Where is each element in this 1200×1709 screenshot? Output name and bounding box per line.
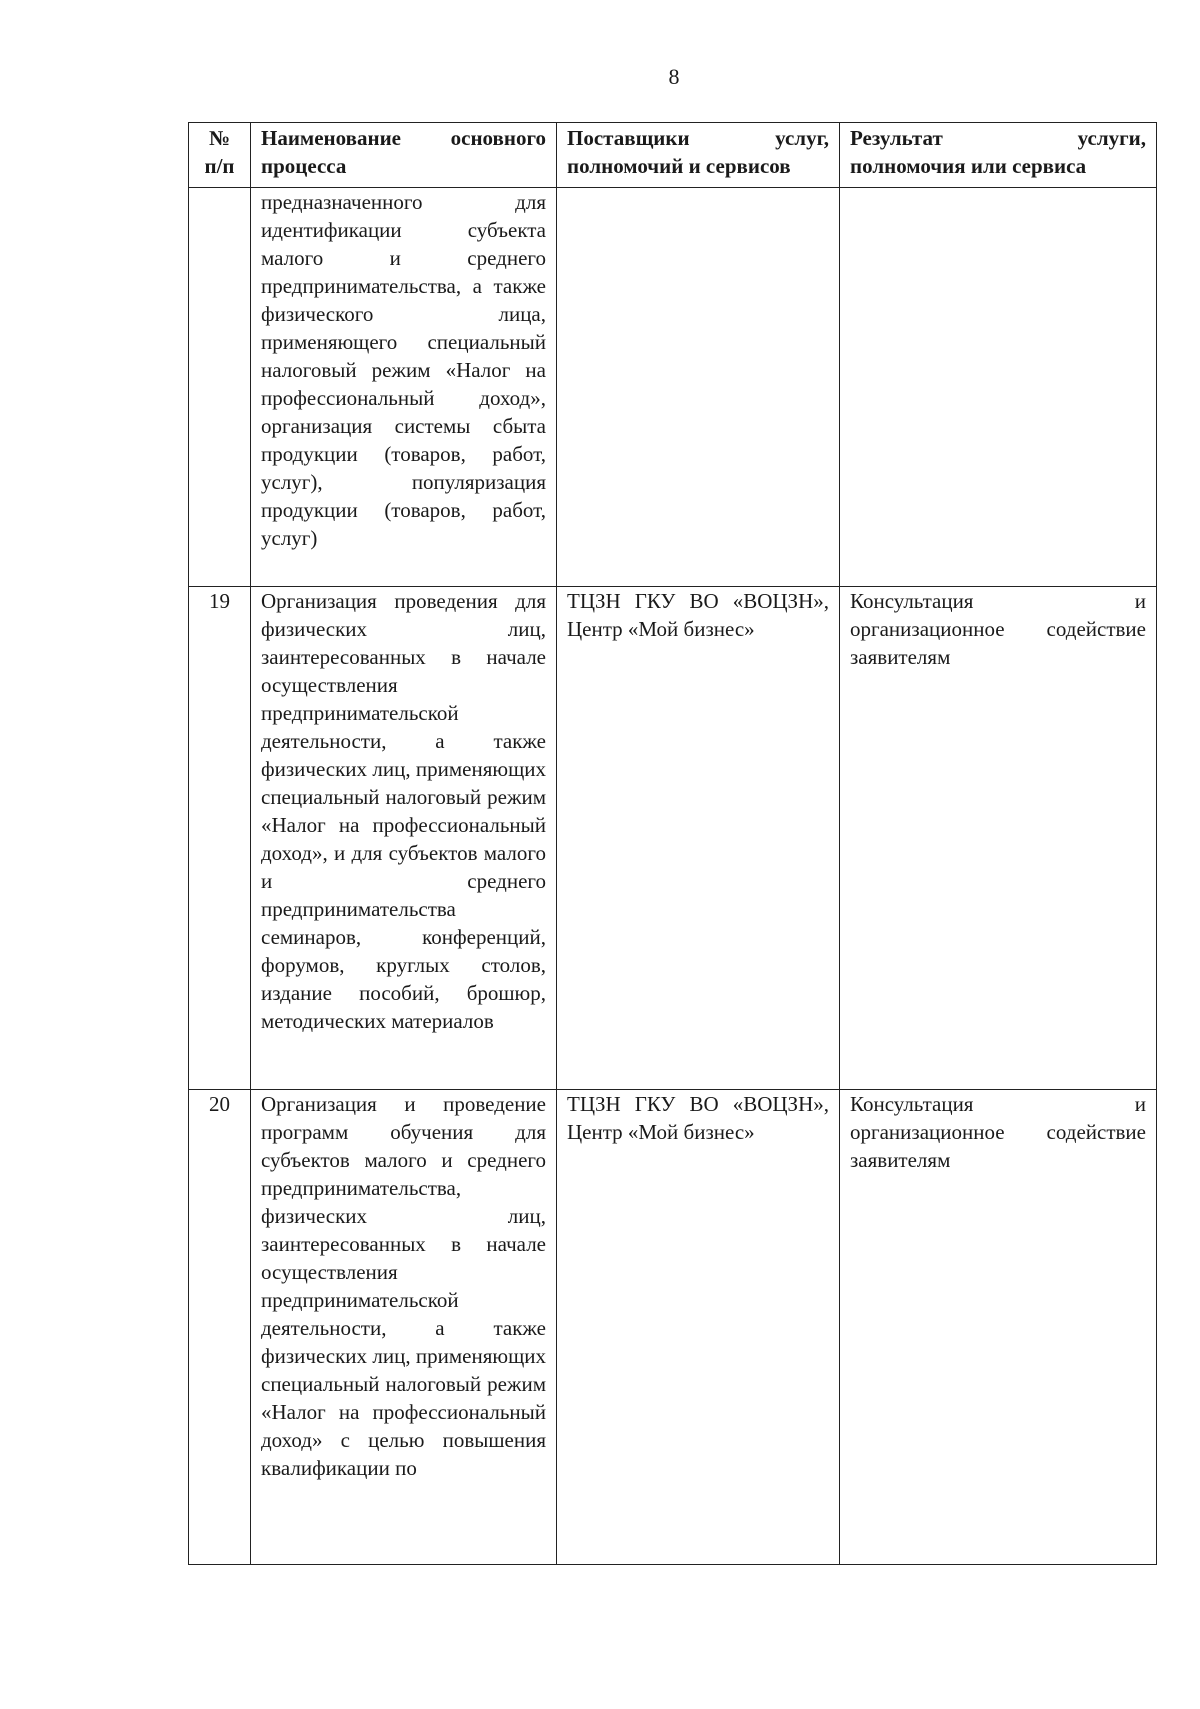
header-number-line-2: п/п bbox=[204, 154, 235, 178]
result-cell: Консультация и организационное содействие заявителям bbox=[840, 1090, 1157, 1565]
table-header-row bbox=[189, 123, 1157, 188]
header-process-line-2: процесса bbox=[261, 154, 347, 178]
table-row bbox=[189, 188, 1157, 587]
header-result bbox=[840, 123, 1157, 188]
table-row bbox=[189, 587, 1157, 1090]
header-process-line-1: Наименование основного bbox=[261, 126, 546, 150]
header-providers bbox=[557, 123, 840, 188]
header-number-line-1: № bbox=[208, 126, 231, 150]
process-cell: предназначенного для идентификации субъекта малого и среднего предпринимательства, а также физического лица, применяющего специальный налоговый режим «Налог на профессиональный доход», организация системы сбыта продукции (товаров, работ, услуг), популяризация продукции (товаров, работ, услуг) bbox=[251, 188, 557, 587]
process-cell: Организация проведения для физических лиц, заинтересованных в начале осуществления предпринимательской деятельности, а также физических лиц, применяющих специальный налоговый режим «Налог на профессиональный доход», и для субъектов малого и среднего предпринимательства семинаров, конференций, форумов, круглых столов, издание пособий, брошюр, методических материалов bbox=[251, 587, 557, 1090]
providers-cell bbox=[557, 188, 840, 587]
row-number bbox=[189, 188, 251, 587]
header-number bbox=[189, 123, 251, 188]
providers-cell: ТЦЗН ГКУ ВО «ВОЦЗН», Центр «Мой бизнес» bbox=[557, 587, 840, 1090]
row-number: 19 bbox=[189, 587, 251, 1090]
process-cell: Организация и проведение программ обучения для субъектов малого и среднего предпринимательства, физических лиц, заинтересованных в начале осуществления предпринимательской деятельности, а также физических лиц, применяющих специальный налоговый режим «Налог на профессиональный доход» с целью повышения квалификации по bbox=[251, 1090, 557, 1565]
providers-cell: ТЦЗН ГКУ ВО «ВОЦЗН», Центр «Мой бизнес» bbox=[557, 1090, 840, 1565]
table-row bbox=[189, 1090, 1157, 1565]
services-table bbox=[188, 122, 1157, 1565]
result-cell bbox=[840, 188, 1157, 587]
header-providers-line-2: полномочий и сервисов bbox=[567, 154, 791, 178]
page-number: 8 bbox=[668, 64, 680, 89]
header-result-line-1: Результат услуги, bbox=[850, 126, 1146, 150]
row-number: 20 bbox=[189, 1090, 251, 1565]
header-result-line-2: полномочия или сервиса bbox=[850, 154, 1087, 178]
header-providers-line-1: Поставщики услуг, bbox=[567, 126, 829, 150]
header-process bbox=[251, 123, 557, 188]
result-cell: Консультация и организационное содействие заявителям bbox=[840, 587, 1157, 1090]
